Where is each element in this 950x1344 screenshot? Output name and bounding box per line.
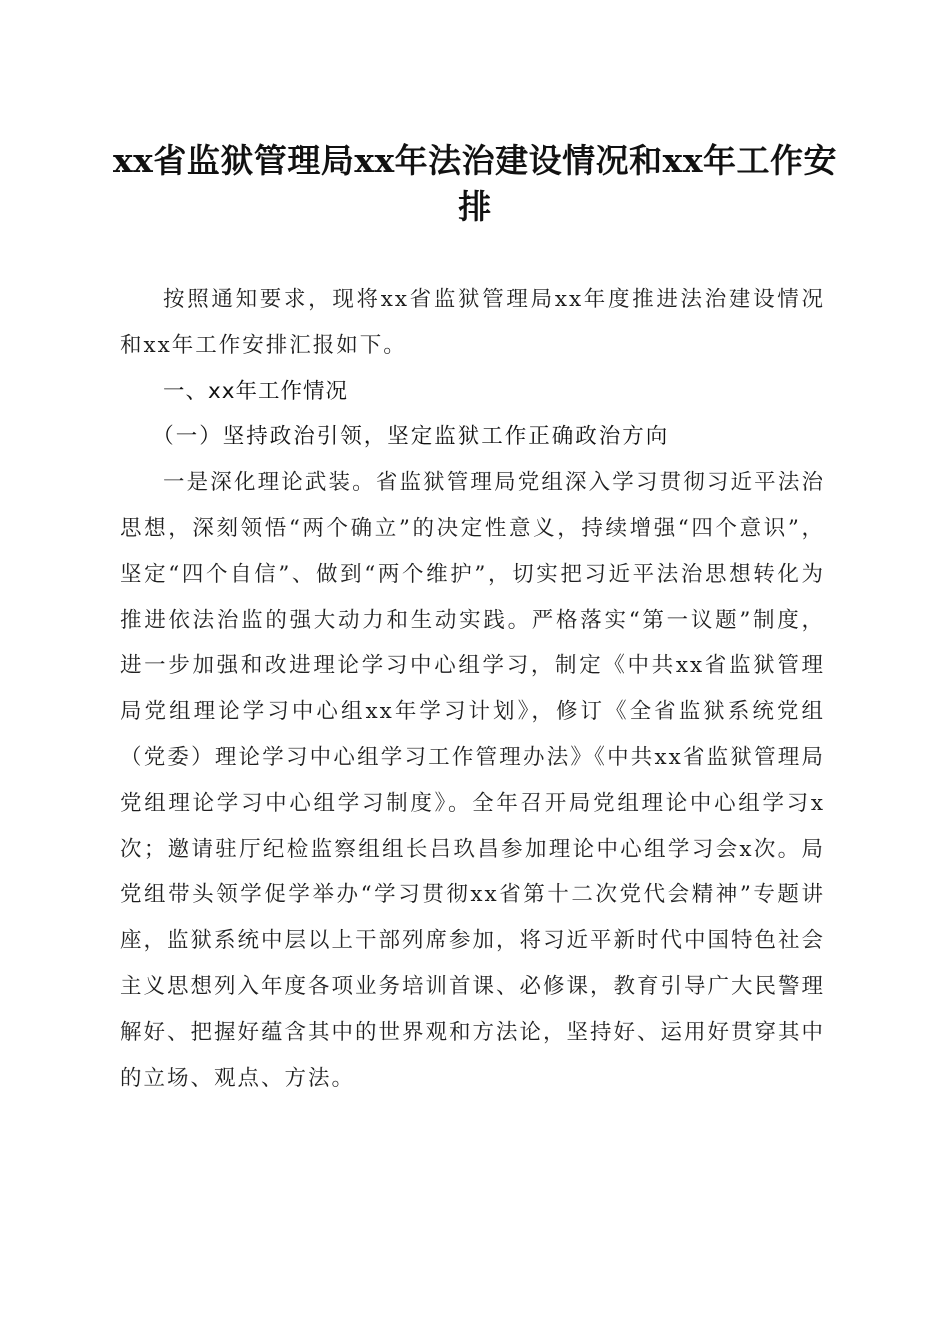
section-heading: 一、xx年工作情况	[163, 378, 348, 404]
paragraph-lead: 一是深化理论武装。	[163, 470, 376, 496]
body-paragraph	[120, 460, 825, 1101]
intro-paragraph: 按照通知要求，现将xx省监狱管理局xx年度推进法治建设情况和xx年工作安排汇报如下。	[120, 287, 825, 358]
subsection-heading: （一）坚持政治引领，坚定监狱工作正确政治方向	[152, 424, 670, 450]
paragraph-body: 省监狱管理局党组深入学习贯彻习近平法治思想，深刻领悟“两个确立”的决定性意义，持续增强“四个意识”，坚定“四个自信”、做到“两个维护”，切实把习近平法治思想转化为推进依法治监的强大动力和生动实践。严格落实“第一议题”制度，进一步加强和改进理论学习中心组学习，制定《中共xx省监狱管理局党组理论学习中心组xx年学习计划》，修订《全省监狱系统党组（党委）理论学习中心组学习工作管理办法》《中共xx省监狱管理局党组理论学习中心组学习制度》。全年召开局党组理论中心组学习x次；邀请驻厅纪检监察组组长吕玖昌参加理论中心组学习会x次。局党组带头领学促学举办“学习贯彻xx省第十二次党代会精神”专题讲座，监狱系统中层以上干部列席参加，将习近平新时代中国特色社会主义思想列入年度各项业务培训首课、必修课，教育引导广大民警理解好、把握好蕴含其中的世界观和方法论，坚持好、运用好贯穿其中的立场、观点、方法。	[120, 470, 826, 1091]
document-title: xx省监狱管理局xx年法治建设情况和xx年工作安排	[112, 141, 838, 226]
document-body	[120, 277, 825, 1101]
